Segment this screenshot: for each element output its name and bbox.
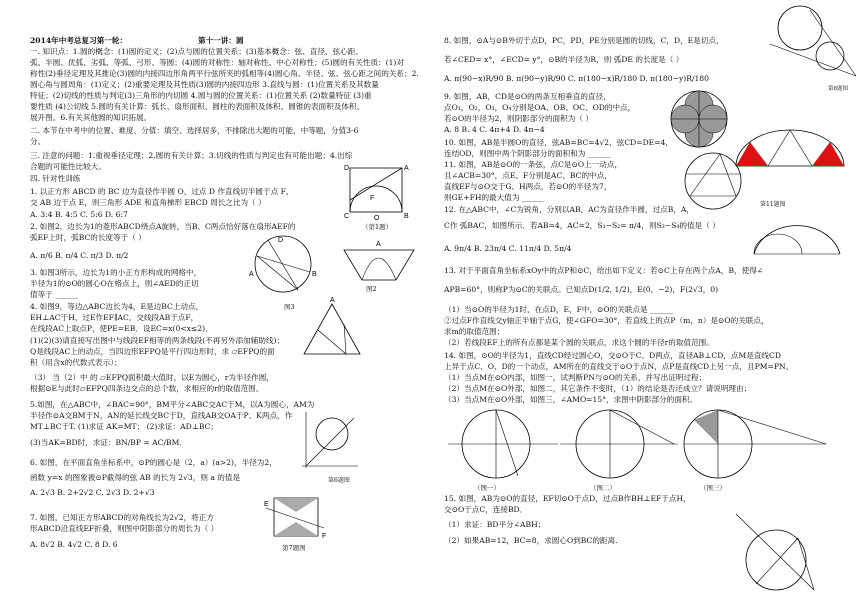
question-line: （2）若线段EF上的所有点都是某个圆的关联点，求这个圆的半径r的取值范围。	[444, 338, 714, 347]
question-line: 9. 如图，AB，CD是⊙O的两条互相垂直的直径，	[444, 92, 611, 101]
figure-3-grid-circle	[248, 230, 318, 298]
question-line: A. 9π/4 B. 23π/4 C. 11π/4 D. 5π/4	[444, 244, 572, 253]
question-line: 点O₁，O₂，O₃，O₄分别是OA、OB、OC、OD的中点，	[444, 103, 636, 112]
figure-6-coordinate-circle	[296, 410, 360, 470]
fig7-caption: 第7题图	[282, 544, 306, 552]
question-line: 形ABCD沿直线EF折叠，则图中阴影部分的周长为（ ）	[30, 524, 219, 533]
svg-text:O: O	[374, 215, 380, 222]
section2-line: 二. 本节在中考中的位置、难度、分值：填空、选择居多，不排除出大题的可能，中等题，分值3-6	[30, 126, 359, 135]
knowledge-line: 圆心角与圆周角：(1)定义；(2)重要定理及其性质(3)圆的内接四边形 3.直线与圆：(1)位置关系及其数量	[30, 80, 379, 89]
question-line: ②过点F作直线交y轴正半轴于点G，使∠GFO=30°，若直线上的点P（m，n）是⊙O的关联点，	[444, 316, 769, 325]
question-line: 2. 如图2，边长为1的菱形ABCD绕点A旋转，当B、C两点恰好落在扇形AEF的	[30, 222, 296, 231]
header-left: 2014年中考总复习第一轮：	[30, 36, 128, 45]
knowledge-line: 称性(2)垂径定理及其推论(3)圆的内接四边形角两平行弦所夹的弧相等(4)圆心角、半径、弦、弦心距之间的关系；2.	[30, 69, 419, 78]
figure-15-tangent-circle	[726, 508, 826, 598]
question-line: 且∠ACB=30°，点E、F分别是AC、BC的中点，	[444, 171, 612, 180]
question-line: A. 8 B. 4 C. 4π+4 D. 4π−4	[444, 125, 545, 134]
question-line: 根据⊙E与此时▱EFPQ四条边交点的总个数，求相应的r的取值范围。	[30, 384, 264, 393]
question-line: 则GE+FH的最大值为 ______	[444, 193, 545, 202]
question-line: 14. 如图，⊙O的半径为1，直线CD经过圆心O，交⊙O于C、D两点，直径AB⊥CD，点M是直线CD	[444, 351, 781, 360]
question-line: 上异于点C、O、D的一个动点，AM所在的直线交于⊙O于点N，点P是直线CD上另一点，且PM=PN。	[444, 362, 794, 371]
section3-line: 合题的可能性比较大。	[30, 162, 106, 171]
question-line: 若⊙O的半径为2，则阴影部分的面积为（ ）	[444, 114, 593, 123]
question-line: (1)(2)(3)请直接写出图中与线段EF相等的两条线段(不再另外添加辅助线)；	[30, 336, 285, 345]
figure-1-square-semicircle	[340, 162, 420, 228]
fig6-caption: 第6题图	[328, 477, 350, 484]
question-line: APB=60°，则称P为⊙C的关联点。已知点D(1/2, 1/2)，E(0，−2)，F(2√3，0)	[444, 285, 719, 294]
figure-8-tangent-circles	[760, 4, 860, 84]
fig3-caption: 图3	[284, 303, 295, 311]
fig11-caption: 第11题图	[760, 201, 786, 208]
question-line: （1）当点M在⊙O内部，如图一，试判断PN与⊙O的关系，并写出证明过程；	[444, 373, 707, 382]
question-line: Q是线段AC上的动点，当四边形EFPQ是平行四边形时，求 ▱EFPQ的面	[30, 347, 275, 356]
question-line: 交⊙O于点C，连接BD．	[444, 505, 528, 514]
question-line: （1）当⊙O的半径为1时，在点D，E，F中，⊙O的关联点是 ______	[444, 305, 673, 314]
figure-12-semicircles	[750, 214, 844, 258]
question-line: 12. 在△ABC中，∠C为锐角，分别以AB，AC为直径作半圆，过点B，A，	[444, 205, 695, 214]
figure-9-petal-circle	[668, 88, 730, 150]
question-line: 半径作⊙A交BM于N，AN的延长线交BC于D，直线AB交OA于P、K两点，作	[30, 411, 293, 420]
question-line: 求m的取值范围；	[444, 327, 505, 336]
question-line: 13. 对于平面直角坐标系xOy中的点P和⊙C，给出如下定义：若⊙C上存在两个点A，B，使得∠	[444, 266, 764, 275]
question-line: A. π(90−x)R/90 B. π(90−y)R/90 C. π(180−x)R/180 D. π(180−y)R/180	[444, 74, 709, 83]
question-line: 7. 如图，已知正方形ABCD的对角线长为2√2，将正方	[30, 513, 214, 522]
svg-text:E: E	[264, 501, 269, 508]
svg-text:B: B	[404, 213, 409, 220]
question-line: 1. 以正方形 ABCD 的 BC 边为直径作半圆 O，过点 D 作直线切半圆于点 F，	[30, 187, 294, 196]
question-line: 在线段AC上取点P，使PE=EB．设EC=x(0<x≤2)．	[30, 324, 213, 333]
svg-text:F: F	[322, 533, 327, 540]
knowledge-line: 一. 知识点：1.圆的概念：(1)圆的定义；(2)点与圆的位置关系；(3)基本概念：弦、直径、弦心距、	[30, 47, 363, 56]
knowledge-line: 弧、半圆、优弧、劣弧、等弧、弓形、等圆；(4)圆的对称性：轴对称性、中心对称性；(5)圆的有关性质：(1)对	[30, 58, 404, 67]
question-line: 15. 如图，AB为⊙O的直径，EF切⊙O于点D，过点B作BH⊥EF于点H，	[444, 494, 691, 503]
svg-text:A: A	[330, 297, 335, 304]
header-center: 第十一讲：圆	[198, 36, 244, 45]
question-line: 交 AB 边于点 E，则三角形 ADE 和直角梯形 EBCD 周长之比为（ ）	[30, 198, 266, 207]
question-line: 4. 如图9，等边△ABC边长为4，E是边BC上动点，	[30, 302, 204, 311]
svg-text:D: D	[278, 237, 284, 244]
fig8-caption: 第8题图	[828, 86, 848, 92]
question-line: 连结OD，则图中两个阴影部分的面积和为 ______	[444, 149, 611, 158]
question-line: 5.如图，在△ABC中，∠BAC=90°，BM平分∠ABC交AC于M，以A为圆心，AM为	[30, 400, 315, 409]
question-line: （3）当点M在⊙O外部，如图三，∠AMO=15°，求图中阴影部分的面积。	[444, 395, 698, 404]
figure-2-sector	[340, 236, 418, 286]
knowledge-line: 要性质 (4)公切线 5.圆的有关计算：弧长、扇形面积、圆柱的表面积及体积、圆锥的表面积及体积、	[30, 102, 365, 111]
question-line: 函数 y=x 的图象被⊙P截得的弦 AB 的长为 2√3，则 a 的值是	[30, 473, 241, 482]
figure-11-chord-circle	[680, 150, 746, 212]
question-line: 弧EF上时，弧BC的长度等于（ ）	[30, 233, 146, 242]
question-line: （3） 当（2）中 的 ▱EFPQ面积最大值时，以E为圆心，r为半径作圆，	[30, 373, 274, 382]
figure-14-three-circles	[448, 404, 828, 488]
svg-text:A: A	[249, 271, 254, 278]
question-line: C作 弧BAC，如图所示．若AB=4，AC=2，S₁−S₂= π/4，则S₃−S₄的值是（ ）	[444, 221, 720, 230]
section3-line: 三. 注意的问题：1.重视垂径定理；2.圆的有关计算；3.切线的性质与判定也有可能出题；4.出综	[30, 151, 353, 160]
question-line: 积（用含x的代数式表示）；	[30, 358, 122, 367]
svg-text:F: F	[370, 195, 375, 202]
question-line: A. 2√3 B. 2+2√2 C. 2√3 D. 2+√3	[30, 488, 155, 497]
question-line: 直线EF与⊙O交于G、H两点，若⊙O的半径为7，	[444, 182, 612, 191]
knowledge-line: 特征；(2)切线的性质与判定(3)三角形的内切圆 4.圆与圆的位置关系：(1)位置关系 (2)数量特征 (3)重	[30, 91, 372, 100]
right-column	[430, 0, 860, 607]
section4-title: 四. 针对性训练	[30, 174, 81, 183]
fig14a-caption: （图一）	[474, 484, 500, 492]
question-line: A. 8√2 B. 4√2 C. 8 D. 6	[30, 540, 118, 549]
question-line: 8. 如图，⊙A与⊙B外切于点D，PC，PD，PE分别是圆的切线，C，D，E是切点，	[444, 36, 724, 45]
question-line: 若∠CED= x°，∠ECD= y°，⊙B的半径为R，则 弧DE 的长度是（ ）	[444, 55, 684, 64]
knowledge-line: 展开图。6.有关其他圆的知识拓展。	[30, 113, 152, 122]
svg-text:B: B	[312, 271, 317, 278]
fig2-caption: 图2	[366, 285, 377, 293]
fig1-caption: （第1题）	[362, 223, 393, 231]
question-line: （2）如果AB=12，BC=8，求圆心O到BC的距离.	[444, 536, 618, 545]
question-line: 值等于 ______	[30, 290, 78, 299]
svg-text:A: A	[404, 165, 409, 172]
question-line: (3)当AK=BD时，求证：BN/BP = AC/BM．	[30, 438, 187, 447]
svg-text:C: C	[344, 213, 350, 220]
section2-line: 分。	[30, 137, 46, 146]
fig14c-caption: （图三）	[700, 484, 726, 492]
question-line: （1）求证：BD平分∠ABH；	[444, 520, 546, 529]
question-line: 6. 如图，在平面直角坐标系中，⊙P的圆心是（2，a）(a>2)，半径为2，	[30, 458, 277, 467]
question-line: 10. 如图，AB是半圆O的直径，弦AB=BC=4√2，弦CD=DE=4，	[444, 138, 674, 147]
figure-7-folded-square	[262, 488, 332, 546]
svg-text:A: A	[376, 241, 381, 248]
figure-10-red-semicircle	[732, 128, 848, 170]
figure-4-triangle	[300, 297, 364, 358]
question-line: 3. 如图3所示，边长为1的小正方形构成的网格中，	[30, 268, 202, 277]
question-line: A. 3:4 B. 4:5 C. 5:6 D. 6:7	[30, 210, 128, 219]
question-line: EH⊥AC于H，过E作EF∥AC，交线段AB于点F，	[30, 313, 199, 322]
question-line: MT⊥BC于T. (1)求证 AK=MT； (2)求证：AD⊥BC；	[30, 422, 218, 431]
question-line: 11. 如图，AB是⊙O的一条弦，点C是⊙O上一动点，	[444, 160, 623, 169]
question-line: A. π/6 B. π/4 C. π/3 D. π/2	[30, 251, 129, 260]
question-line: 半径为1的⊙O的圆心O在格点上，则∠AED的正切	[30, 279, 199, 288]
fig14b-caption: （图二）	[590, 484, 616, 492]
svg-text:D: D	[344, 165, 350, 172]
question-line: （2）当点M在⊙O外部，如图二，其它条件不变时，（1）的结论是否还成立？请说明理由；	[444, 384, 752, 393]
